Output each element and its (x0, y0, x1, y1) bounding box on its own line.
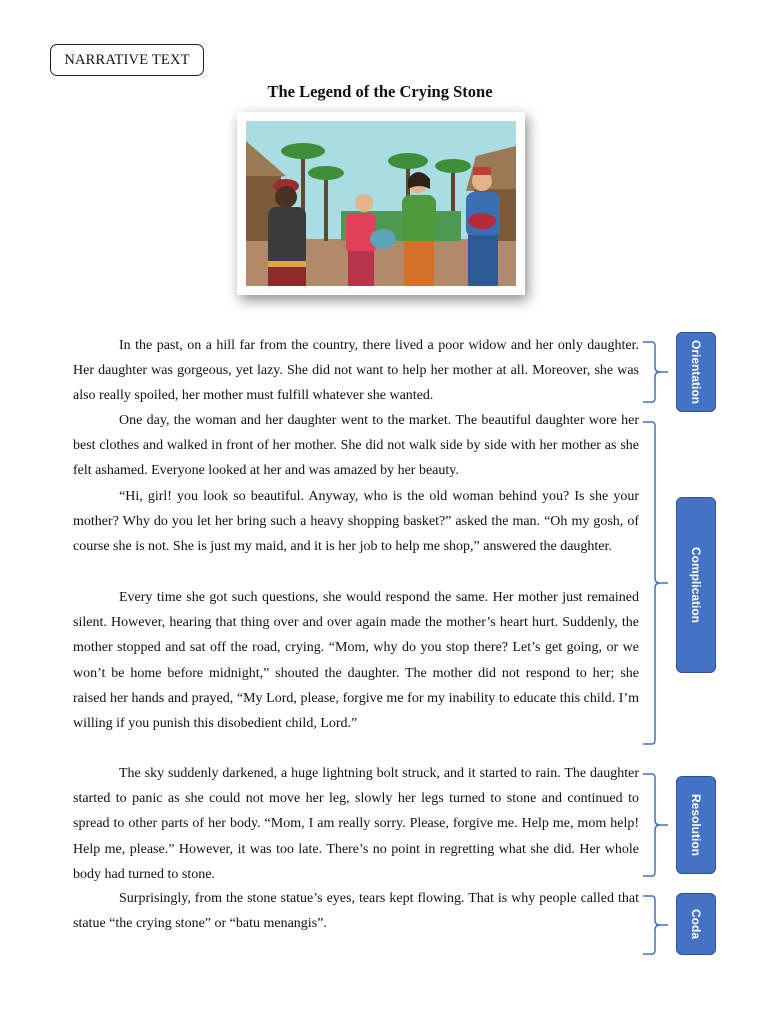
resolution-label (676, 776, 716, 874)
orientation-bracket (640, 340, 670, 404)
orientation-label-text: Orientation (689, 339, 704, 405)
resolution-label-text: Resolution (689, 794, 703, 856)
orientation-label (676, 332, 716, 412)
resolution-bracket (640, 772, 670, 878)
paragraph-1: In the past, on a hill far from the country, there lived a poor widow and her only daughter. Her daughter was gorgeous, yet lazy. She did not want to help her mother at all. Moreover, she was also really spoiled, her mother must fulfill whatever she wanted. (73, 338, 639, 404)
paragraph-5: The sky suddenly darkened, a huge lightning bolt struck, and it started to rain. The daughter started to panic as she could not move her leg, slowly her legs turned to stone and continued to spread to other parts of her body. “Mom, I am really sorry. Please, forgive me. Help me, mom help! Help me, please.” However, it was too late. There’s no point in regretting what she did. Her whole body had turned to stone. (73, 766, 639, 882)
coda-bracket (640, 894, 670, 956)
coda-label (676, 893, 716, 955)
coda-label-text: Coda (689, 909, 703, 939)
paragraph-6: Surprisingly, from the stone statue’s eyes, tears kept flowing. That is why people called that statue “the crying stone” or “batu menangis”. (73, 891, 639, 932)
complication-label (676, 497, 716, 673)
narrative-text-label: NARRATIVE TEXT (64, 51, 190, 68)
narrative-text-tag (50, 44, 204, 76)
paragraph-3: “Hi, girl! you look so beautiful. Anyway, who is the old woman behind you? Is she your mother? Why do you let her bring such a heavy shopping basket?” asked the man. “Oh my gosh, of course she is not. She is just my maid, and it is her job to help me shop,” answered the daughter. (73, 489, 639, 555)
complication-bracket (640, 420, 670, 746)
paragraph-4: Every time she got such questions, she would respond the same. Her mother just remained silent. However, hearing that thing over and over again made the mother’s heart hurt. Suddenly, the mother stopped and sat off the road, crying. “Mom, why do you stop there? Let’s get going, or we won’t be home before midnight,” shouted the daughter. The mother did not respond to her; she raised her hands and prayed, “My Lord, please, forgive me for my inability to educate this child. I’m willing if you punish this disobedient child, Lord.” (73, 590, 639, 732)
complication-label-text: Complication (689, 546, 704, 624)
story-title: The Legend of the Crying Stone (267, 82, 493, 101)
market-scene-image (246, 121, 516, 286)
story-illustration (237, 112, 525, 295)
paragraph-2: One day, the woman and her daughter went to the market. The beautiful daughter wore her best clothes and walked in front of her mother. She did not walk side by side with her mother as she felt ashamed. Everyone looked at her and was amazed by her beauty. (73, 413, 639, 479)
